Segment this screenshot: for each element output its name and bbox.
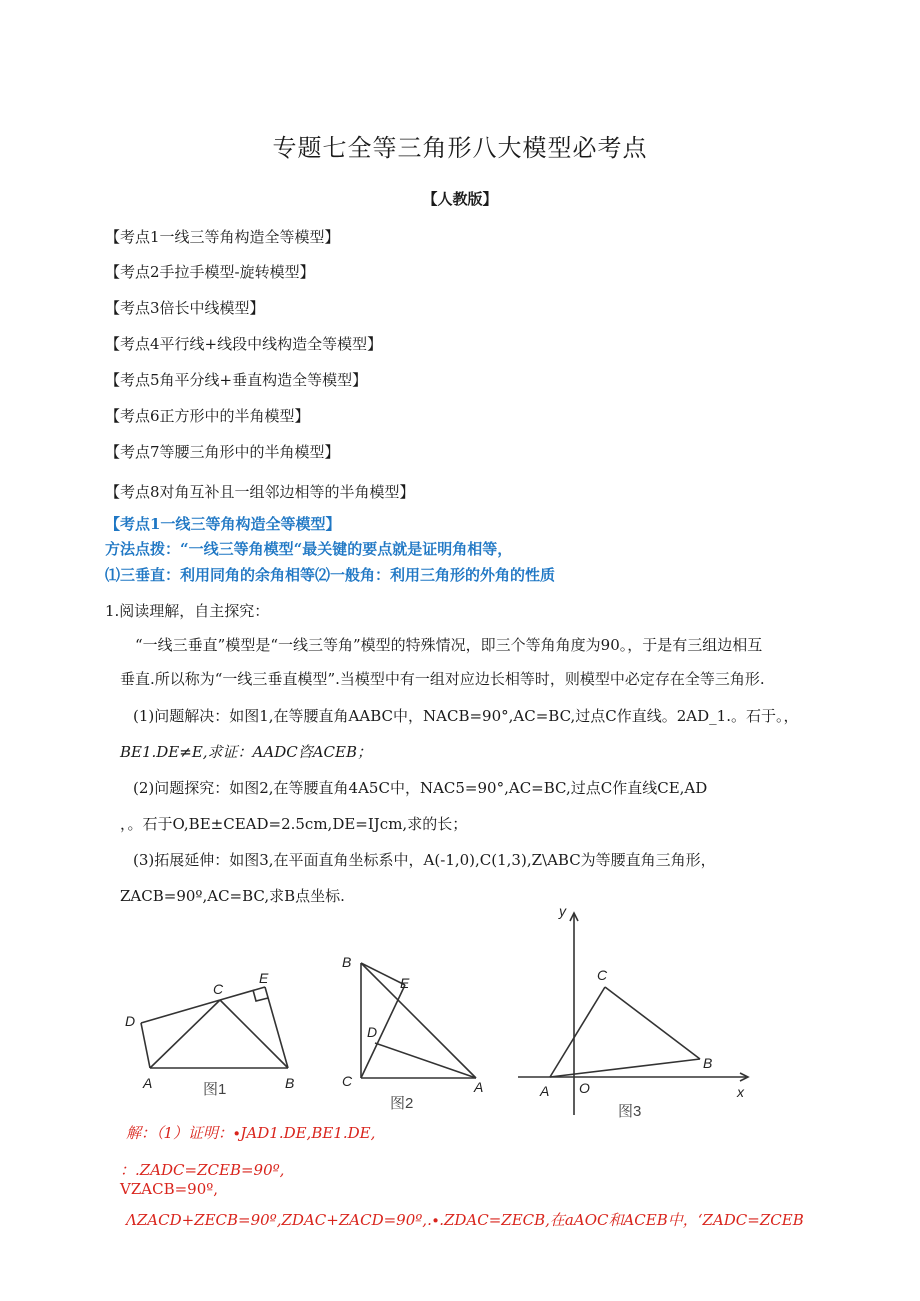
question-1-line-1: (1)问题解决：如图1,在等腰直角AABC中，NACB=90°,AC=BC,过点C作直线。2AD_1.。石于。，: [133, 707, 799, 725]
fig2-segment-ba: [361, 963, 476, 1078]
problem-intro: 1.阅读理解，自主探究：: [105, 602, 270, 620]
fig2-label-e: E: [400, 975, 410, 991]
fig2-label-b: B: [342, 954, 352, 970]
question-2-line-2: ，。石于O,BE±CEAD=2.5cm,DE=IJcm,求的长；: [120, 815, 468, 833]
problem-paragraph-1: “一线三垂直”模型是“一线三等角”模型的特殊情况，即三个等角角度为90。，于是有三组边相互: [135, 636, 763, 654]
fig3-label-x: x: [737, 1084, 744, 1100]
fig2-label-c: C: [342, 1073, 353, 1089]
toc-item-6: 【考点6正方形中的半角模型】: [105, 407, 310, 425]
fig3-label-y: y: [559, 903, 566, 919]
figure-3: [518, 913, 748, 1115]
solution-line-4: ΛZACD+ZECB=90º,ZDAC+ZACD=90º,.∙.ZDAC=ZECB,在aAOC和ACEB中，ʻZADC=ZCEB: [126, 1211, 804, 1229]
fig3-label-b: B: [703, 1055, 713, 1071]
fig1-label-e: E: [259, 970, 269, 986]
question-3-line-1: (3)拓展延伸：如图3,在平面直角坐标系中，A(-1,0),C(1,3),Z\ABC为等腰直角三角形，: [133, 851, 716, 869]
fig2-segment-da: [375, 1043, 476, 1078]
fig1-label-d: D: [125, 1013, 136, 1029]
fig2-segment-be: [361, 963, 405, 985]
fig1-segment-da: [141, 1023, 150, 1068]
method-tip-detail: ⑴三垂直：利用同角的余角相等⑵一般角：利用三角形的外角的性质: [105, 566, 556, 584]
fig1-label-c: C: [213, 981, 224, 997]
fig3-segment-ab: [550, 1059, 700, 1077]
solution-line-3: VZACB=90º,: [120, 1180, 219, 1198]
solution-line-2: ：.ZADC=ZCEB=90º,: [120, 1161, 285, 1179]
fig3-label-a: A: [540, 1083, 550, 1099]
fig1-label-b: B: [285, 1075, 295, 1091]
toc-item-8: 【考点8对角互补且一组邻边相等的半角模型】: [105, 483, 415, 501]
method-tip: 方法点拨：“一线三等角模型“最关键的要点就是证明角相等，: [105, 540, 513, 558]
page-title: 专题七全等三角形八大模型必考点: [272, 134, 648, 162]
fig2-label-a: A: [474, 1079, 484, 1095]
edition-label: 【人教版】: [422, 190, 498, 208]
figures-area: [0, 895, 920, 1125]
figure-1: [141, 987, 288, 1068]
question-3-line-2: ZACB=90º,AC=BC,求B点坐标.: [120, 887, 345, 905]
fig1-segment-ce: [220, 987, 265, 1000]
toc-item-3: 【考点3倍长中线模型】: [105, 299, 265, 317]
fig3-segment-cb: [605, 987, 700, 1059]
problem-paragraph-2: 垂直.所以称为“一线三垂直模型”.当模型中有一组对应边长相等时，则模型中必定存在全等三角形.: [120, 670, 765, 688]
toc-item-1: 【考点1一线三等角构造全等模型】: [105, 228, 340, 246]
fig3-segment-ac: [550, 987, 605, 1077]
fig2-caption: 图2: [390, 1095, 414, 1112]
fig3-label-c: C: [597, 967, 608, 983]
fig2-label-d: D: [367, 1024, 378, 1040]
fig1-label-a: A: [143, 1075, 153, 1091]
section-heading: 【考点1一线三等角构造全等模型】: [105, 515, 341, 533]
toc-item-5: 【考点5角平分线+垂直构造全等模型】: [105, 371, 368, 389]
solution-line-1: 解：（1）证明：∙JAD1.DE,BE1.DE,: [126, 1124, 376, 1142]
question-2-line-1: (2)问题探究：如图2,在等腰直角4A5C中，NAC5=90°,AC=BC,过点C作直线CE,AD: [133, 779, 708, 797]
fig3-caption: 图3: [618, 1103, 642, 1120]
question-1-line-2: BE1.DE≠E,求证：AADC咨ACEB；: [120, 743, 372, 761]
fig3-label-o: O: [579, 1080, 590, 1096]
toc-item-2: 【考点2手拉手模型-旋转模型】: [105, 263, 315, 281]
toc-item-4: 【考点4平行线+线段中线构造全等模型】: [105, 335, 383, 353]
toc-item-7: 【考点7等腰三角形中的半角模型】: [105, 443, 340, 461]
fig1-caption: 图1: [203, 1081, 227, 1098]
figure-2: [361, 963, 476, 1078]
